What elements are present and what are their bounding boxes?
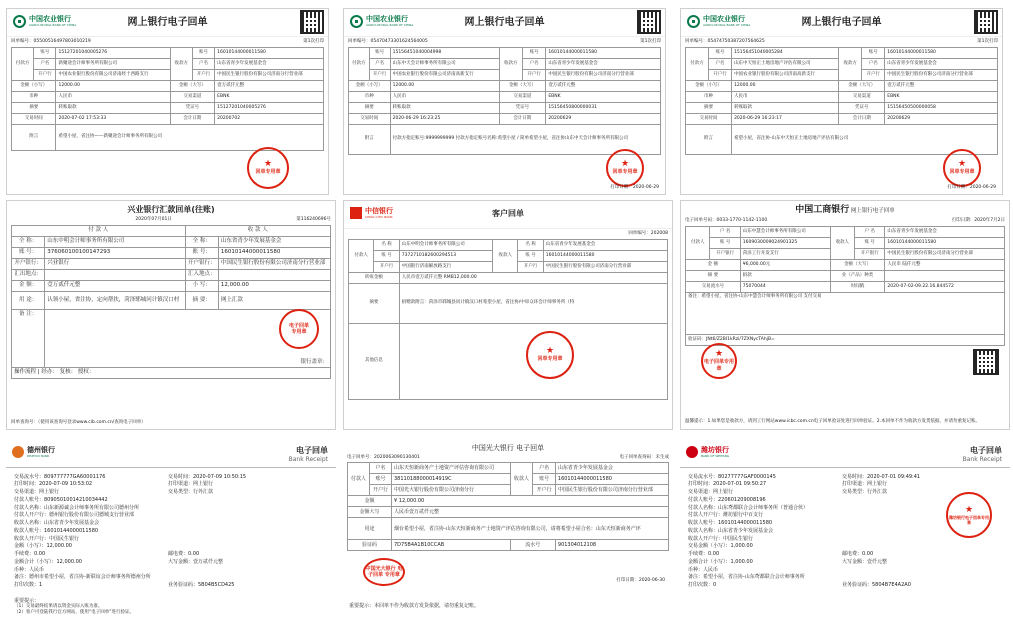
receipt-line (14, 505, 328, 511)
weifang-receipt: 潍坊银行 BANK OF WEIFANG 电子回单 Bank Receipt 交易流水号：80277777GAF0000145 交易时间：2020-07-01 09:49:41 打印时间：2020-07-01 09:50:27 打印渠道：网上银行 交易渠道：网上银行 交易类型：行外汇款 付款人账号：220601209008196 付款人名称：山东鸢都联合会计师事务所（普通合伙） 付款人开户行：潍坊银行中百支行 收款人账号：16010144000011580 收款人名称：山东省青少年发展基金会 收款人开户行：中国民生银行 交易金额（小写）：1,000.00 手续费：0.00 邮电费：0.00 金额合计（小写）：1,000.00 大写金额：壹仟元整 币种：人民币 备注：希望小屋，省注协-山东鸢都联合会计师事务所 打印次数：0 业务验证码：5804B7E4A2A0 ★ 潍坊银行电子回单专用章 (680, 440, 1010, 615)
abc-receipt-2: 中国农业银行 AGRICULTURAL BANK OF CHINA 网上银行电子回单 回单编号：05470473301624564005 第1次打印 付款方 账号 15156451040004998 收款方 账号 16010144000011580 户名 山东中天会计师事务所有限公司 户名 山东省青少年发展基金会 开户行 中国农业银行股份有限公司济南高新支行 开户行 中国民生银行股份有限公司济南分行营业部 金额（小写） 12000.00 金额（大写） 壹万贰仟元整 币种 人民币 交易渠道 EBNK 摘要 转账取款 凭证号 15156450800000031 交易时间 2020-06-29 16:23:25 会计日期 20200629 附言 付款方指定账号:9999999999 付款方指定账号名称:希望小屋 / 简单希望小屋，省注协山东中天会计师事务所有限公司 ★ 回单专用章 打印日期：2020-06-29 (343, 8, 666, 195)
receipt-field: 交易渠道：网上银行 (14, 489, 60, 495)
receipt-field: 打印渠道：网上银行 (168, 481, 214, 488)
bank-seal-stamp: ★ 回单专用章 (943, 149, 981, 187)
abc-logo: 中国农业银行 AGRICULTURAL BANK OF CHINA (350, 15, 413, 28)
print-count: 第1次打印 (303, 39, 324, 44)
receipt-field: 邮电费：0.00 (168, 551, 200, 557)
qr-code-icon (302, 12, 322, 32)
receipt-table: 付 款 人 收 款 人 全 称： 山东中明会计师事务所有限公司 全 称： 山东省青少年发展基金会 账 号： 376060100100147293 账 号： 16010144000011580 开户银行： 兴业银行 开户银行： 中国民生银行股份有限公司济南分行营业部 汇出地点： 汇入地点： 金 额： 壹万贰仟元整 小 写： 12,000.00 用 途： 认领小屋，省注协，定向帮扶，菏泽郓城问计镇汉口村 摘 要： 网上汇款 备 注： 银行盖章： 操作流程 | 经办： 复核： 授权： (11, 225, 331, 379)
receipt-field: 交易类型：行外汇款 (842, 489, 888, 495)
receipt-field: 收款人名称：山东省青少年发展基金会 (688, 527, 774, 534)
receipt-table: 付款方 账号 15156451040005284 收款方 账号 16010144000011580 户名 山东中天恒正土地房地产评估有限公司 户名 山东省青少年发展基金会 开户行 中国农业银行股份有限公司济南高新支行 开户行 中国民生银行股份有限公司济南分行营业部 金额（小写） 12000.00 金额（大写） 壹万贰仟元整 币种 人民币 交易渠道 EBNK 摘要 转账取款 凭证号 15156450500000058 交易时间 2020-06-29 16:23:17 会计日期 20200629 附言 希望小屋，省注协-山东中天恒正土地房地产评估有限公司 (685, 47, 998, 155)
receipt-field: 交易渠道：网上银行 (688, 489, 734, 495)
bank-seal-stamp: 电子回单 专用章 (279, 309, 319, 349)
receipt-title: 兴业银行汇款回单(往账) (127, 205, 215, 214)
receipt-field: 金额合计（小写）：1,000.00 (688, 558, 753, 565)
receipt-field: 付款人账号：80905010014210034442 (14, 496, 108, 503)
receipt-table: 付款人 名 称 山东中明会计师事务所有限公司 收款人 名 称 山东省青少年发展基金会 账 号 7372710182600294513 账 号 16010144000011580 开户行 中国银行济南解放路支行 开户行 中国民生银行股份有限公司济南分行营业部 转账金额 人民币壹万贰仟元整 RMB12,000.00 摘要 捐赠款附言：菏泽市郓城县问计镇汉口村希望小屋，省注协/中审众环会计师事务所（特 其他信息 (348, 239, 668, 400)
abc-receipt-3: 中国农业银行 AGRICULTURAL BANK OF CHINA 网上银行电子回单 回单编号：05474750387207564625 第1次打印 付款方 账号 15156451040005284 收款方 账号 16010144000011580 户名 山东中天恒正土地房地产评估有限公司 户名 山东省青少年发展基金会 开户行 中国农业银行股份有限公司济南高新支行 开户行 中国民生银行股份有限公司济南分行营业部 金额（小写） 12000.00 金额（大写） 壹万贰仟元整 币种 人民币 交易渠道 EBNK 摘要 转账取款 凭证号 15156450500000058 交易时间 2020-06-29 16:23:17 会计日期 20200629 附言 希望小屋，省注协-山东中天恒正土地房地产评估有限公司 ★ 回单专用章 打印日期：2020-06-29 (680, 8, 1003, 195)
receipt-field: 备注：德州市希望小屋，省注协-新联谊会计师事务所德州分所 (14, 574, 151, 581)
bank-seal-stamp: ★ 潍坊银行电子回单专用章 (946, 492, 992, 538)
receipt-field: 付款人名称：山东新源诚会计师事务所有限公司德州分所 (14, 504, 140, 511)
receipt-field: 打印渠道：网上银行 (842, 481, 888, 488)
receipt-field: 收款人开户行：中国民生银行 (688, 535, 754, 542)
receipt-field: 币种：人民币 (14, 566, 45, 573)
dezhou-receipt: 德州银行 DEZHOU BANK 电子回单 Bank Receipt 交易流水号：809777777GA60001176 交易时间：2020-07-09 10:50:15 打印时间：2020-07-09 10:53:02 打印渠道：网上银行 交易渠道：网上银行 交易类型：行外汇款 付款人账号：80905010014210034442 付款人名称：山东新源诚会计师事务所有限公司德州分所 付款人开户行：德州银行股份有限公司德城支行营业部 收款人名称：山东省青少年发展基金会 收款人账号：16010144000011580 收款人开户行：中国民生银行 金额（小写）：12,000.00 手续费：0.00 邮电费：0.00 金额合计（小写）：12,000.00 大写金额：壹万贰仟元整 币种：人民币 备注：德州市希望小屋，省注协-新联谊会计师事务所德州分所 打印次数：1 业务验证码：5B04B5CD425 重要提示： （1）交易最终结果请以资金实际入账为准。 （2）客户可登陆我行官方网站，使用“电子回单”进行验证。 (6, 440, 336, 615)
receipt-line (688, 474, 1002, 480)
receipt-table: 付款人 户 名 山东中慧会计师事务所有限公司 收款人 户 名 山东省青少年发展基金会 账 号 1609030009024901325 账 号 16010144000011580 开户银行 菏泽工行开发支行 开户银行 中国民生银行股份有限公司济南分行营业部 金 额 ¥6,000.00元 金额（大写） 人民币 陆仟元整 摘 要 捐款 业（产品）种类 交易流水号 75070044 时间戳 2020-07-02-09.22.16.844572 备注：希望小屋，省注协-山东中慧会计师事务所有限公司 支付交易 验证码：JNt6/Z2Bl1kRzi/7ZXNycTAhjB= (685, 226, 1005, 346)
receipt-field: 备注：希望小屋，省注协-山东鸢都联合会计师事务所 (688, 574, 805, 581)
receipt-field: 打印时间：2020-07-09 10:53:02 (14, 481, 93, 488)
receipt-field: 币种：人民币 (688, 566, 719, 573)
receipt-line (14, 559, 328, 565)
citic-receipt: 中信银行 CHINA CITIC BANK 客户回单 回单编号：202008 付款人 名 称 山东中明会计师事务所有限公司 收款人 名 称 山东省青少年发展基金会 账 号 7372710182600294513 账 号 16010144000011580 开户行 中国银行济南解放路支行 开户行 中国民生银行股份有限公司济南分行营业部 转账金额 人民币壹万贰仟元整 RMB12,000.00 摘要 捐赠款附言：菏泽市郓城县问计镇汉口村希望小屋，省注协/中审众环会计师事务所（特 其他信息 ★ 回单专用章 (343, 200, 673, 430)
receipt-field: 打印时间：2020-07-01 09:50:27 (688, 481, 767, 488)
icbc-receipt: 中国工商银行 网上银行电子回单 电子回单号码：0033-1770-1142-1100 打印日期：2020年7月2日 付款人 户 名 山东中慧会计师事务所有限公司 收款人 户 名 山东省青少年发展基金会 账 号 1609030009024901325 账 号 16010144000011580 开户银行 菏泽工行开发支行 开户银行 中国民生银行股份有限公司济南分行营业部 金 额 ¥6,000.00元 金额（大写） 人民币 陆仟元整 摘 要 捐款 业（产品）种类 交易流水号 75070044 时间戳 2020-07-02-09.22.16.844572 备注：希望小屋，省注协-山东中慧会计师事务所有限公司 支付交易 验证码：JNt6/Z2Bl1kRzi/7ZXNycTAhjB= ★ 电子回单专用章 温馨提示：1.如果您是收款方，请到工行网站www.icbc.com.cn电子回单验证处进行回单验证。2.本回单不作为收款方发货依据，并请勿重复记账。 (680, 200, 1010, 430)
receipt-line (688, 536, 1002, 542)
dezhou-logo: 德州银行 DEZHOU BANK (12, 446, 55, 459)
abc-logo: 中国农业银行 AGRICULTURAL BANK OF CHINA (687, 15, 750, 28)
receipt-field: 邮电费：0.00 (842, 551, 874, 557)
receipt-line (14, 497, 328, 503)
receipt-table: 付款方 账号 15156451040004998 收款方 账号 16010144000011580 户名 山东中天会计师事务所有限公司 户名 山东省青少年发展基金会 开户行 中国农业银行股份有限公司济南高新支行 开户行 中国民生银行股份有限公司济南分行营业部 金额（小写） 12000.00 金额（大写） 壹万贰仟元整 币种 人民币 交易渠道 EBNK 摘要 转账取款 凭证号 15156450800000031 交易时间 2020-06-29 16:23:25 会计日期 20200629 附言 付款方指定账号:9999999999 付款方指定账号名称:希望小屋 / 简单希望小屋，省注协山东中天会计师事务所有限公司 (348, 47, 661, 155)
receipt-field: 交易时间：2020-07-09 10:50:15 (168, 473, 247, 480)
receipt-line (14, 474, 328, 480)
receipt-line (688, 582, 1002, 588)
receipt-line (688, 481, 1002, 487)
receipt-line (688, 543, 1002, 549)
receipt-field: 手续费：0.00 (688, 551, 720, 557)
receipt-field: 交易时间：2020-07-01 09:49:41 (842, 473, 921, 480)
bank-seal-stamp: 中国光大银行 电子回单 专用章 (363, 558, 405, 586)
receipt-field: 打印次数：0 (688, 582, 717, 588)
receipt-field: 大写金额：壹仟元整 (842, 558, 888, 565)
receipt-field: 收款人开户行：中国民生银行 (14, 535, 80, 542)
qr-code-icon (976, 12, 996, 32)
receipt-line (14, 567, 328, 573)
receipt-field: 付款人名称：山东鸢都联合会计师事务所（普通合伙） (688, 504, 809, 511)
weifang-logo-icon (686, 446, 698, 458)
dezhou-logo-icon (12, 446, 24, 458)
receipt-line (688, 567, 1002, 573)
receipt-field: 业务验证码：5804B7E4A2A0 (842, 582, 911, 588)
receipt-field: 大写金额：壹万贰仟元整 (168, 558, 224, 565)
receipt-field: 业务验证码：5B04B5CD425 (168, 582, 235, 588)
receipt-field: 付款人开户行：德州银行股份有限公司德城支行营业部 (14, 512, 135, 519)
receipt-line (14, 528, 328, 534)
abc-logo: 中国农业银行 AGRICULTURAL BANK OF CHINA (13, 15, 76, 28)
receipt-line (14, 536, 328, 542)
receipt-line (688, 551, 1002, 557)
receipt-field: 付款人账号：220601209008196 (688, 496, 766, 503)
receipt-line (14, 520, 328, 526)
bank-seal-stamp: ★ 电子回单专用章 (701, 343, 737, 379)
weifang-logo: 潍坊银行 BANK OF WEIFANG (686, 446, 729, 459)
receipt-number: 回单编号：05500516497803010219 (11, 39, 91, 44)
receipt-line (14, 582, 328, 588)
receipt-field: 交易类型：行外汇款 (168, 489, 214, 495)
receipt-field: 交易流水号：80277777GAF0000145 (688, 473, 776, 480)
receipt-field: 交易金额（小写）：1,000.00 (688, 543, 753, 550)
receipt-line (14, 489, 328, 495)
receipt-line (14, 551, 328, 557)
citic-logo: 中信银行 CHINA CITIC BANK (350, 207, 393, 220)
receipt-field: 交易流水号：809777777GA60001176 (14, 473, 106, 480)
cib-receipt: 兴业银行汇款回单(往账) 2020年07月01日 第116240696号 付 款 人 收 款 人 全 称： 山东中明会计师事务所有限公司 全 称： 山东省青少年发展基金会 账 号： 376060100100147293 账 号： 16010144000011580 开户银行： 兴业银行 开户银行： 中国民生银行股份有限公司济南分行营业部 汇出地点： 汇入地点： 金 额： 壹万贰仟元整 小 写： 12,000.00 用 途： 认领小屋，省注协，定向帮扶，菏泽郓城问计镇汉口村 摘 要： 网上汇款 备 注： 银行盖章： 操作流程 | 经办： 复核： 授权： 电子回单 专用章 回单查询号：（使用该查询号登录www.cib.com.cn/查询电子回单） (6, 200, 336, 430)
receipt-title: 网上银行电子回单 (464, 17, 545, 28)
receipt-line (14, 512, 328, 518)
qr-code-icon (975, 351, 997, 373)
abc-receipt-1 (6, 8, 329, 195)
receipt-field: 金额合计（小写）：12,000.00 (14, 558, 82, 565)
receipt-line (688, 489, 1002, 495)
receipt-line (14, 481, 328, 487)
receipt-line (688, 559, 1002, 565)
receipt-title: 网上银行电子回单 (127, 17, 208, 28)
qr-code-icon (639, 12, 659, 32)
receipt-field: 收款人账号：16010144000011580 (688, 520, 773, 526)
ceb-receipt: 中国光大银行 电子回单 电子回单号：2020063090130401 电子回单查询码：未生成 付款人 户名 山东天恒新商务产士地资产评估咨询有限公司 收款人 户名 山东省青少年发展基金会 账号 38110188000014919C 账号 16010144000011580 开户行 中国光大银行股份有限公司济南分行 开户行 中国民生银行股份有限公司济南分行营业部 金额 ¥ 12,000.00 金额大写 人民币壹万贰仟元整 用途 烟台希望小屋，省注协-山东天恒新商务产士地资产评估咨询有限公司，请将希望小屋合名：山东天恒新商务产评 验证码 7D75B4A1B10CCAB 流水号 901304012108 中国光大银行 电子回单 专用章 打印日期：2020-06-30 重要提示：本回单不作为收款方发货依据，请勿重复记账。 (343, 440, 673, 615)
receipt-title: 网上银行电子回单 (801, 17, 882, 28)
bank-seal-stamp: ★ 回单专用章 (526, 331, 574, 379)
receipt-table: 付款方 账号 15127201040005276 收款方 账号 16010144000011580 户名 新聚途会计师事务所有限公司 户名 山东省青少年发展基金会 开户行 中国农业银行股份有限公司济南经十西路支行 开户行 中国民生银行股份有限公司济南分行营业部 金额（小写） 12000.00 金额（大写） 壹万贰仟元整 币种 人民币 交易渠道 EBNK 摘要 转账取款 凭证号 15127201040005276 交易时间 2020-07-02 17:53:33 会计日期 20200702 附言 希望小屋，省注协——新聚途会计师事务所有限公司 (11, 47, 324, 151)
receipt-line (14, 543, 328, 549)
receipt-field: 手续费：0.00 (14, 551, 46, 557)
receipt-field: 付款人开户行：潍坊银行中百支行 (688, 512, 764, 519)
bank-seal-stamp: ★ 回单专用章 (606, 149, 644, 187)
receipt-line (688, 574, 1002, 580)
receipt-field: 金额（小写）：12,000.00 (14, 543, 72, 550)
receipt-table: 付款人 户名 山东天恒新商务产士地资产评估咨询有限公司 收款人 户名 山东省青少年发展基金会 账号 38110188000014919C 账号 16010144000011580 开户行 中国光大银行股份有限公司济南分行 开户行 中国民生银行股份有限公司济南分行营业部 金额 ¥ 12,000.00 金额大写 人民币壹万贰仟元整 用途 烟台希望小屋，省注协-山东天恒新商务产士地资产评估咨询有限公司，请将希望小屋合名：山东天恒新商务产评 验证码 7D75B4A1B10CCAB 流水号 901304012108 (347, 462, 669, 551)
bank-seal-stamp: ★ 回单专用章 (247, 147, 289, 189)
receipt-field: 收款人账号：16010144000011580 (14, 527, 99, 534)
receipt-field: 打印次数：1 (14, 582, 43, 588)
receipt-body (6, 468, 336, 594)
receipt-line (14, 574, 328, 580)
receipt-field: 收款人名称：山东省青少年发展基金会 (14, 520, 100, 526)
